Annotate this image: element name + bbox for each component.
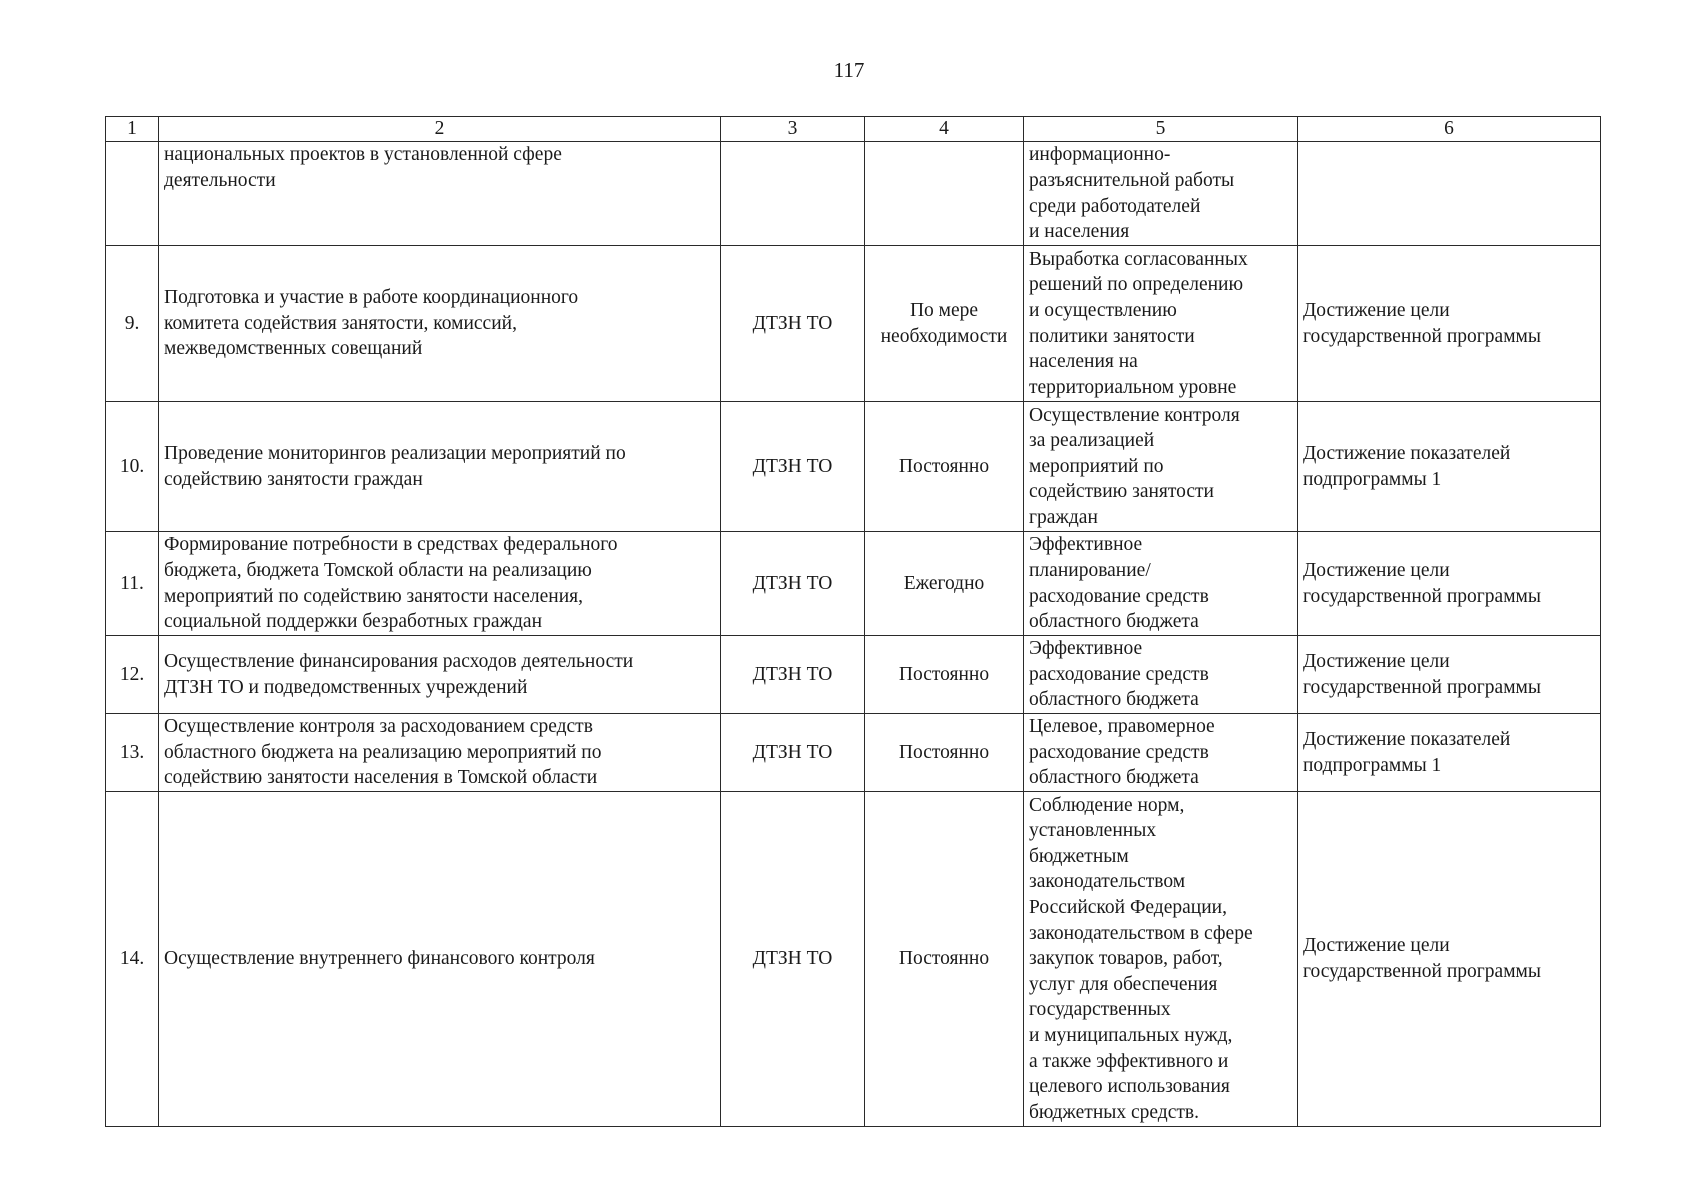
row-number: 13.: [106, 714, 159, 792]
table-row: [106, 246, 1601, 402]
expected-result: Эффективное планирование/ расходование средств областного бюджета: [1024, 532, 1298, 636]
table-row: [106, 792, 1601, 1127]
goal-link: Достижение цели государственной программы: [1298, 532, 1601, 636]
column-header: 4: [865, 117, 1024, 142]
executor: ДТЗН ТО: [721, 714, 865, 792]
activity-name: национальных проектов в установленной сфере деятельности: [159, 142, 721, 246]
expected-result: Эффективное расходование средств областного бюджета: [1024, 636, 1298, 714]
page-number: 117: [833, 58, 865, 82]
column-header: 3: [721, 117, 865, 142]
activity-name: Осуществление контроля за расходованием средств областного бюджета на реализацию мероприятий по содействию занятости населения в Томской области: [159, 714, 721, 792]
term: Постоянно: [865, 636, 1024, 714]
term: По мере необходимости: [865, 246, 1024, 402]
row-number: [106, 142, 159, 246]
term: Постоянно: [865, 792, 1024, 1127]
table-row: [106, 142, 1601, 246]
executor: ДТЗН ТО: [721, 402, 865, 532]
activity-name: Формирование потребности в средствах федерального бюджета, бюджета Томской области на реализацию мероприятий по содействию занятости населения, социальной поддержки безработных граждан: [159, 532, 721, 636]
expected-result: Осуществление контроля за реализацией мероприятий по содействию занятости граждан: [1024, 402, 1298, 532]
table-row: [106, 714, 1601, 792]
term: Постоянно: [865, 714, 1024, 792]
expected-result: Соблюдение норм, установленных бюджетным законодательством Российской Федерации, законодательством в сфере закупок товаров, работ, услуг для обеспечения государственных и муниципальных нужд, а также эффективного и целевого использования бюджетных средств.: [1024, 792, 1298, 1127]
executor: ДТЗН ТО: [721, 246, 865, 402]
activity-name: Осуществление финансирования расходов деятельности ДТЗН ТО и подведомственных учреждений: [159, 636, 721, 714]
row-number: 11.: [106, 532, 159, 636]
goal-link: Достижение показателей подпрограммы 1: [1298, 402, 1601, 532]
activity-name: Подготовка и участие в работе координационного комитета содействия занятости, комиссий, межведомственных совещаний: [159, 246, 721, 402]
table-row: [106, 402, 1601, 532]
row-number: 9.: [106, 246, 159, 402]
term: Постоянно: [865, 402, 1024, 532]
expected-result: информационно- разъяснительной работы среди работодателей и населения: [1024, 142, 1298, 246]
expected-result: Выработка согласованных решений по определению и осуществлению политики занятости населения на территориальном уровне: [1024, 246, 1298, 402]
term: [865, 142, 1024, 246]
goal-link: Достижение показателей подпрограммы 1: [1298, 714, 1601, 792]
activity-name: Осуществление внутреннего финансового контроля: [159, 792, 721, 1127]
column-header: 6: [1298, 117, 1601, 142]
term: Ежегодно: [865, 532, 1024, 636]
activities-table: [105, 116, 1601, 1127]
expected-result: Целевое, правомерное расходование средств областного бюджета: [1024, 714, 1298, 792]
column-header: 1: [106, 117, 159, 142]
goal-link: Достижение цели государственной программы: [1298, 636, 1601, 714]
table-row: [106, 636, 1601, 714]
column-header: 2: [159, 117, 721, 142]
goal-link: [1298, 142, 1601, 246]
row-number: 14.: [106, 792, 159, 1127]
table-row: [106, 532, 1601, 636]
executor: ДТЗН ТО: [721, 532, 865, 636]
column-header: 5: [1024, 117, 1298, 142]
row-number: 10.: [106, 402, 159, 532]
goal-link: Достижение цели государственной программы: [1298, 792, 1601, 1127]
table-header-row: [106, 117, 1601, 142]
executor: ДТЗН ТО: [721, 792, 865, 1127]
goal-link: Достижение цели государственной программы: [1298, 246, 1601, 402]
executor: [721, 142, 865, 246]
executor: ДТЗН ТО: [721, 636, 865, 714]
activity-name: Проведение мониторингов реализации мероприятий по содействию занятости граждан: [159, 402, 721, 532]
row-number: 12.: [106, 636, 159, 714]
